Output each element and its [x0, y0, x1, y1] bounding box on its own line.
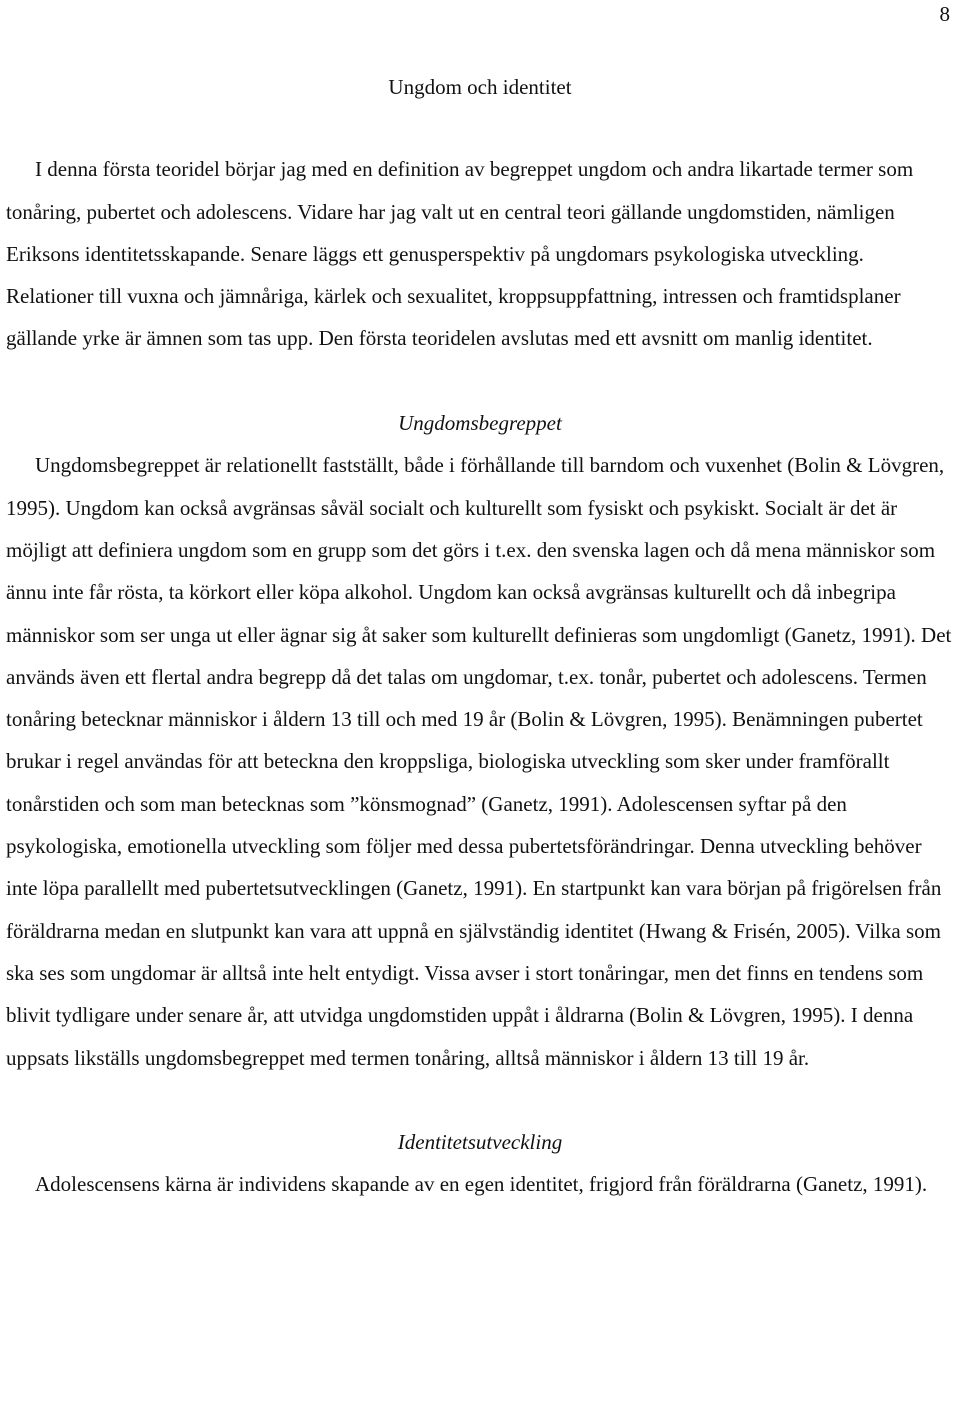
intro-text: I denna första teoridel börjar jag med en definition av begreppet ungdom och andra likartade termer som tonåring, pubertet och adolescens. Vidare har jag valt ut en central teori gällande ungdomstiden, nämligen Eriksons identitetsskapande. Senare läggs ett genusperspektiv på ungdomars psykologiska utveckling. Relationer till vuxna och jämnåriga, kärlek och sexualitet, kroppsuppfattning, intressen och framtidsplaner gällande yrke är ämnen som tas upp. Den första teoridelen avslutas med ett avsnitt om manlig identitet.: [6, 157, 914, 351]
spacer: [6, 1079, 954, 1121]
spacer: [6, 360, 954, 402]
intro-paragraph: [6, 148, 954, 359]
section-title: Ungdom och identitet: [388, 75, 572, 99]
ungdomsbegreppet-paragraph: [6, 444, 954, 1078]
subsection-title-identitetsutveckling: Identitetsutveckling: [397, 1130, 563, 1155]
identitetsutveckling-text: Adolescensens kärna är individens skapande av en egen identitet, frigjord från föräldrarna (Ganetz, 1991).: [35, 1172, 928, 1197]
subsection-title-ungdomsbegreppet: Ungdomsbegreppet: [398, 411, 562, 436]
page-number: 8: [939, 2, 950, 26]
ungdomsbegreppet-text: Ungdomsbegreppet är relationellt fastställt, både i förhållande till barndom och vuxenhet (Bolin & Lövgren, 1995). Ungdom kan också avgränsas såväl socialt och kulturellt som fysiskt och psykiskt. Socialt är det är möjligt att definiera ungdom som en grupp som det görs i t.ex. den svenska lagen och då mena människor som ännu inte får rösta, ta körkort eller köpa alkohol. Ungdom kan också avgränsas kulturellt och då inbegripa människor som ser unga ut eller ägnar sig åt saker som kulturellt definieras som ungdomligt (Ganetz, 1991). Det används även ett flertal andra begrepp då det talas om ungdomar, t.ex. tonår, pubertet och adolescens. Termen tonåring betecknar människor i åldern 13 till och med 19 år (Bolin & Lövgren, 1995). Benämningen pubertet brukar i regel användas för att beteckna den kroppsliga, biologiska utveckling som sker under framförallt tonårstiden och som man betecknas som ”könsmognad” (Ganetz, 1991). Adolescensen syftar på den psykologiska, emotionella utveckling som följer med dessa pubertetsförändringar. Denna utveckling behöver inte löpa parallellt med pubertetsutvecklingen (Ganetz, 1991). En startpunkt kan vara början på frigörelsen från föräldrarna medan en slutpunkt kan vara att uppnå en självständig identitet (Hwang & Frisén, 2005). Vilka som ska ses som ungdomar är alltså inte helt entydigt. Vissa avser i stort tonåringar, men det finns en tendens som blivit tydligare under senare år, att utvidga ungdomstiden uppåt i åldrarna (Bolin & Lövgren, 1995). I denna uppsats likställs ungdomsbegreppet med termen tonåring, alltså människor i åldern 13 till 19 år.: [6, 453, 952, 1070]
document-body: [6, 66, 954, 1206]
spacer: [6, 108, 954, 148]
identitetsutveckling-paragraph: [6, 1163, 954, 1205]
